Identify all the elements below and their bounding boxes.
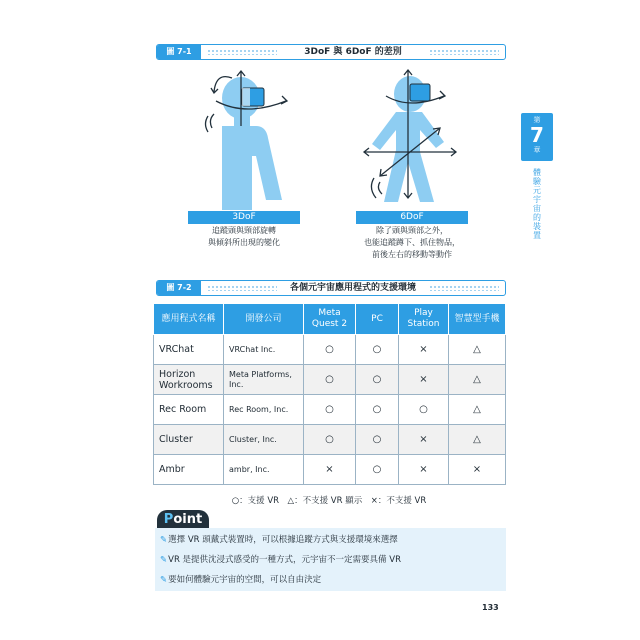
table-row — [154, 335, 506, 365]
cell-smartphone: △ — [449, 395, 506, 425]
figure-7-2-title: 各個元宇宙應用程式的支援環境 — [289, 283, 416, 293]
6dof-desc-line: 前後左右的移動等動作 — [372, 250, 452, 259]
table-row — [154, 425, 506, 455]
chapter-number: 7 — [530, 123, 544, 147]
cell-pc: ○ — [356, 425, 399, 455]
cell-smartphone: △ — [449, 425, 506, 455]
6dof-label: 6DoF — [356, 211, 468, 224]
figure-7-1-header — [156, 44, 506, 60]
6dof-desc-line: 除了頭與頸部之外， — [376, 226, 448, 235]
header-smartphone: 智慧型手機 — [449, 304, 506, 335]
3dof-desc-line: 追蹤頭與頸部旋轉 — [212, 226, 276, 235]
header-app-name: 應用程式名稱 — [154, 304, 224, 335]
cell-app: Horizon Workrooms — [154, 365, 224, 395]
pencil-icon: ✎ — [160, 575, 168, 585]
cell-app: Cluster — [154, 425, 224, 455]
table-row — [154, 365, 506, 395]
3dof-desc-line: 與傾斜所出現的變化 — [208, 238, 280, 247]
3dof-description — [174, 225, 314, 249]
cell-developer: Cluster, Inc. — [224, 425, 304, 455]
header-pc: PC — [356, 304, 399, 335]
3dof-motion-lines — [206, 114, 215, 132]
cell-smartphone: × — [449, 455, 506, 485]
point-heading — [157, 510, 209, 529]
cell-smartphone: △ — [449, 335, 506, 365]
cell-pc: ○ — [356, 335, 399, 365]
6dof-motion-lines — [371, 178, 382, 198]
figure-7-1-title: 3DoF 與 6DoF 的差別 — [304, 47, 402, 57]
cell-pc: ○ — [356, 455, 399, 485]
point-heading-rest: oint — [173, 512, 203, 527]
chapter-suffix: 章 — [533, 146, 541, 154]
cell-developer: Meta Platforms, Inc. — [224, 365, 304, 395]
cell-app: Rec Room — [154, 395, 224, 425]
cell-quest: ○ — [304, 425, 356, 455]
cell-developer: VRChat Inc. — [224, 335, 304, 365]
6dof-description — [342, 225, 482, 261]
cell-playstation: × — [399, 365, 449, 395]
table-legend: ○：支援 VR △：不支援 VR 顯示 ×：不支援 VR — [231, 496, 427, 506]
cell-quest: ○ — [304, 335, 356, 365]
cell-smartphone: △ — [449, 365, 506, 395]
cell-pc: ○ — [356, 395, 399, 425]
pencil-icon: ✎ — [160, 555, 168, 565]
point-item — [160, 554, 401, 566]
point-heading-initial: P — [163, 512, 174, 527]
3dof-body — [222, 126, 282, 210]
cell-quest: × — [304, 455, 356, 485]
6dof-desc-line: 也能追蹤蹲下、抓住物品， — [364, 238, 460, 247]
dot-pattern-right — [429, 49, 499, 55]
header-meta-quest: Meta Quest 2 — [304, 304, 356, 335]
dot-pattern-left — [207, 285, 277, 291]
dot-pattern-right — [429, 285, 499, 291]
cell-quest: ○ — [304, 365, 356, 395]
cell-developer: ambr, Inc. — [224, 455, 304, 485]
dot-pattern-left — [207, 49, 277, 55]
point-item — [160, 534, 398, 546]
cell-playstation: × — [399, 425, 449, 455]
3dof-neck — [234, 116, 250, 126]
figure-7-2-header — [156, 280, 506, 296]
cell-playstation: × — [399, 455, 449, 485]
table-header-row — [154, 304, 506, 335]
table-row — [154, 395, 506, 425]
cell-playstation: × — [399, 335, 449, 365]
chapter-tab — [521, 113, 553, 161]
chapter-title: 體驗元宇宙的裝置 — [533, 168, 541, 240]
cell-playstation: ○ — [399, 395, 449, 425]
6dof-figure-illustration — [360, 66, 476, 210]
figure-7-2-badge: 圖 7-2 — [157, 281, 201, 295]
page-number: 133 — [482, 603, 499, 612]
point-item — [160, 574, 321, 586]
3dof-label: 3DoF — [188, 211, 300, 224]
cell-pc: ○ — [356, 365, 399, 395]
point-item-text: VR 是提供沈浸式感受的一種方式，元宇宙不一定需要具備 VR — [168, 555, 401, 565]
3dof-figure-illustration — [196, 66, 316, 210]
header-playstation: Play Station — [399, 304, 449, 335]
6dof-headset — [410, 84, 430, 101]
pencil-icon: ✎ — [160, 535, 168, 545]
point-item-text: 選擇 VR 頭戴式裝置時，可以根據追蹤方式與支援環境來選擇 — [168, 535, 398, 545]
point-item-text: 要如何體驗元宇宙的空間，可以自由決定 — [168, 575, 322, 585]
chapter-prefix: 第 — [533, 116, 541, 124]
cell-app: VRChat — [154, 335, 224, 365]
cell-developer: Rec Room, Inc. — [224, 395, 304, 425]
support-table — [153, 303, 506, 485]
cell-quest: ○ — [304, 395, 356, 425]
header-developer: 開發公司 — [224, 304, 304, 335]
figure-7-1-badge: 圖 7-1 — [157, 45, 201, 59]
cell-app: Ambr — [154, 455, 224, 485]
table-row — [154, 455, 506, 485]
